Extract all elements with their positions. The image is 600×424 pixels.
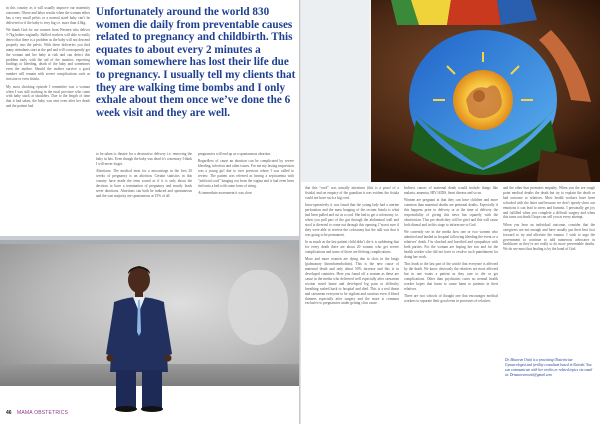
- magazine-name: MAMA OBSTETRICS: [17, 410, 69, 416]
- body-column-2: [96, 152, 192, 232]
- left-page: [0, 0, 299, 424]
- body-column-1: [6, 6, 90, 230]
- body-column-3: [198, 152, 294, 232]
- paragraph: and the other that promotes empathy. When you the see rough point medical deaths the death but try to explain the death or bad outcome to relatives. Most health workers have been schooled with the latter and because we don’t openly show our emotions it can lead to stress and burnout. I personally get joy and fulfilled when you complete a difficult surgery and when this turns out death I hope can sell you at every attempt.: [503, 186, 595, 220]
- paragraph: pregnancies will end up as a spontaneous abortion.: [198, 152, 272, 156]
- right-page: [301, 0, 600, 424]
- belly-painting-photo: [301, 0, 600, 182]
- backdrop-shape: [228, 270, 288, 345]
- pull-quote: Unfortunately around the world 830 women die daily from preventable causes related to pregnancy and childbirth. This equates to about every 2 minutes a woman somewhere has lost their life due to pregnancy. I usually tell my clients that they are walking time bombs and I only exhale about them once we’ve done the 6 week visit and they are well.: [96, 6, 296, 119]
- paragraph: This leads to the last part of the article that everyone is affected by the death. We know obviously the relatives are most affected but in one wants a patient as they care to die or get complications. Other than psychiatric cases no normal health worker hopes that harm to cause harm to patients in their relatives.: [404, 262, 498, 291]
- body-column-5: [404, 186, 498, 422]
- paragraph: There are two schools of thought one that encourages medical workers to separate their good even in processes of relatives: [404, 294, 498, 304]
- body-column-6: [503, 186, 595, 352]
- paragraph: Abortions: The medical term for a miscarriage in the first 20 weeks of pregnancy is an abortion. Certain statistics in this country have made the term sound as if it is only about the decision to have a termination of pregnancy and mostly leads sever abortions. Abortions can both be induced and spontaneous and the vast majority are spontaneous at 15% of all: [96, 169, 192, 198]
- speaker-photo: [104, 262, 174, 412]
- author-bio: Dr. Maureen Owiti is a practising Obstetrician Gynaecologist and fertility consultant based in Nairobi. You can communicate with her on this or related topics via email at: Drmaureenowiti@gmail.com: [505, 358, 593, 377]
- paragraph: In as much as the last patient child didn’t die it is saddening that for every death there are about 20 women who get severe complications and some of those are lifelong complications.: [305, 240, 399, 254]
- paragraph: We thank God for our women from Western who deliver 5-7kg babies vaginally. Skilled workers will able to easily detect that there is a problem as the baby will not descend properly into the pelvis. With these deliveries you find many attendants start at the pad and will consequently get the woman and her baby at risk and can detect this problem early with the aid of the monitor, expecting findings to bleeding, death of the baby and sometimes even the mother. Should the mother survive a good number will remain with severe complications such as incision or even fistula.: [6, 28, 90, 82]
- paragraph: My most shocking episode I remember was a woman when I was still working in the rural province who came with baby stuck at shoulders. Due to the length of time that it had taken, the baby was sent even after her death and the patient had: [6, 84, 90, 109]
- paragraph: We currently see in the media how one or two women who admitted and landed in hospital following bleeding the event or a relatives’ death. I’m shocked and horrified and sympathize with both parties. For the woman are hoping her son and for the health worker who did not have to resolve such punishment for doing her work.: [404, 230, 498, 259]
- paragraph: When you hear an individual outcome, consider that the caregivers are not enough and have usually put their best foot forward to try and alleviate the trauma. I wish to urge the government to continue to add numerous advocates in healthcare as they’re are really to do more preventable deaths. We do see most that healing is by the hand of God.: [503, 222, 595, 252]
- paragraph: At immediate assessment it was clear: [198, 191, 252, 196]
- paragraph: Women are pregnant at that they can have children and more common than maternal deaths are perinatal deaths. Especially if this happens prior to delivery or at the time of delivery the responsibility of giving this news has squarely with the obstetrician. This pre death they will be grief and this will cause both dismal and in this stage to inform me to God.: [404, 198, 498, 227]
- paragraph: More and more women are dying due to clots in the lungs (pulmonary thromboembolism). This is the new cause of maternal death and only about 50% increase and this is in developed countries. Here you found off a women as these are cause in the media who delivered well especially after caesarean section travel home and developed leg pain or difficulty breathing rushed back to hospital and died. This is a real threat and caesarean everyone to be vigilant and cautious even if blood thinners especially after surgery and the more is common exclusive to pregnancies under getting clots cause.: [305, 257, 399, 306]
- paragraph: to be taken to theatre for a destructive delivery i.e. removing the baby in bits. Even though the baby was dead it’s a memory I think I will never forget.: [96, 152, 192, 166]
- paragraph: that this “cord” was actually intestines (this is a proof of a fistula) and on enquiry of the guardian it was evident the fistula could not have such a big cord.: [305, 186, 399, 200]
- paragraph: Intra-operatively it was found that the young lady had a uterine perforation and the mass hanging of the rectum fistula is what had been pulled and cut as a cord. She had to get a colostomy i.e. when you pull part of the gut through the abdominal wall and stool is diverted to come out through this opening. I’m not sure if they were able to reverse the colostomy but the talk was that it was going to be permanent.: [305, 203, 399, 237]
- paragraph: Regardless of cause an abortion can be complicated by severe bleeding, infection and other issues. For me my lasting impression was a young girl due to over previous where I was called to review. The patient was referred as having a septicaemia with "artificial cord" hanging out from the vagina and it had even been tied onto a bed with some form of string.: [198, 159, 294, 188]
- paragraph: Indirect causes of maternal death would include things like malaria, anaemia, HIV/AIDS, heart disease and so on.: [404, 186, 498, 195]
- page-number: 46: [6, 410, 12, 416]
- paragraph: in this country as it will usually improve our maternity outcomes. Obese and labor results when the woman either has a very small pelvis or a normal sized baby can’t be delivered or if the baby is very big i.e. more than 4.0kg.: [6, 6, 90, 25]
- body-column-4: [305, 186, 399, 422]
